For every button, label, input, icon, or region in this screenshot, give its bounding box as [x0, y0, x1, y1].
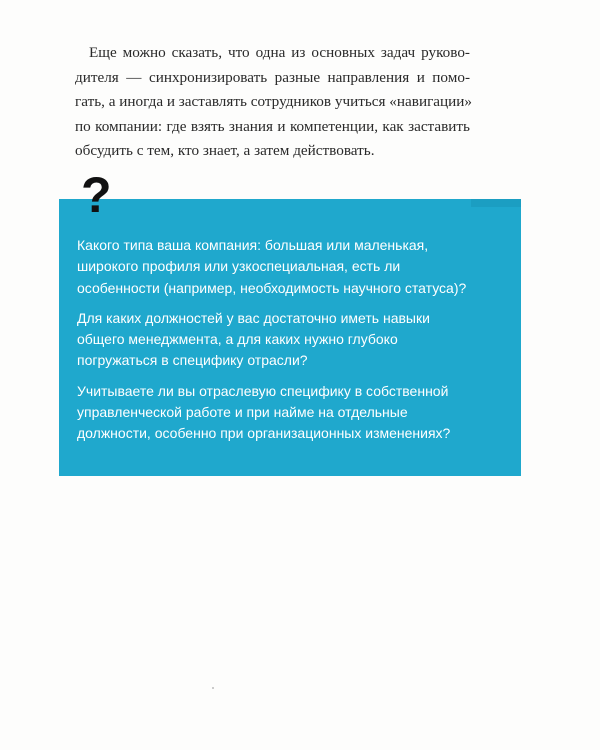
question-item	[77, 308, 477, 372]
intro-line: по компании: где взять знания и компетенции, как заставить	[75, 117, 470, 135]
intro-line: Еще можно сказать, что одна из основных задач руково-	[89, 44, 470, 61]
intro-line: дителя — синхронизировать разные направления и помо-	[75, 68, 470, 86]
question-line: погружаться в специфику отрасли?	[77, 352, 308, 369]
intro-line: гать, а иногда и заставлять сотрудников учиться «навигации»	[75, 93, 473, 111]
question-line: управленческой работе и при найме на отдельные	[77, 404, 408, 421]
intro-paragraph	[75, 41, 473, 164]
question-item	[77, 235, 477, 299]
question-line: Какого типа ваша компания: большая или маленькая,	[77, 237, 429, 253]
question-line: широкого профиля или узкоспециальная, есть ли	[77, 258, 401, 275]
question-box	[59, 199, 521, 476]
question-line: Учитываете ли вы отраслевую специфику в собственной	[77, 382, 449, 399]
box-corner-tab	[471, 199, 521, 207]
question-mark-icon: ?	[81, 167, 112, 223]
question-line: особенности (например, необходимость научного статуса)?	[77, 279, 467, 296]
page-speck	[212, 687, 214, 689]
question-list	[77, 235, 477, 454]
intro-line: обсудить с тем, кто знает, а затем действовать.	[75, 142, 375, 160]
question-item	[77, 381, 477, 445]
question-line: должности, особенно при организационных изменениях?	[77, 425, 451, 442]
question-line: общего менеджмента, а для каких нужно глубоко	[77, 331, 398, 348]
question-line: Для каких должностей у вас достаточно иметь навыки	[77, 309, 430, 326]
